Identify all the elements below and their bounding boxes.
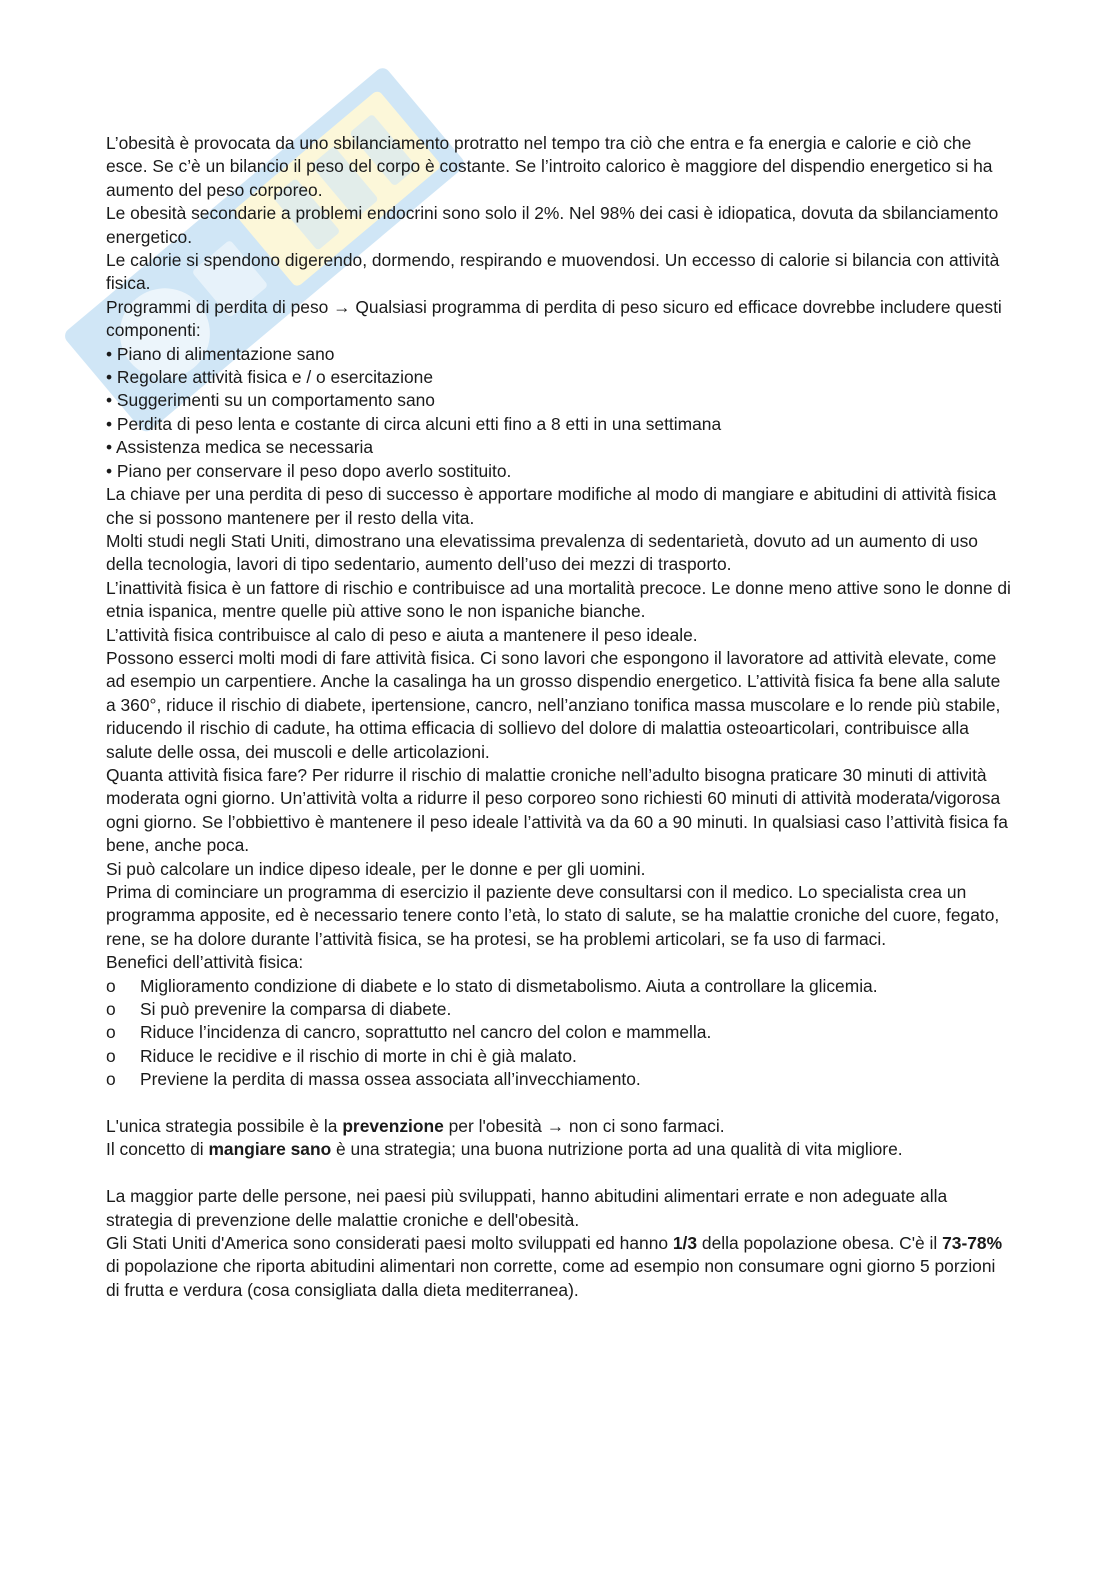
paragraph-how-much-activity: Quanta attività fisica fare? Per ridurre il rischio di malattie croniche nell’adulto bisogna praticare 30 minuti di attività moderata ogni giorno. Un’attività volta a ridurre il peso corporeo sono richiesti 60 minuti di attività moderata/vigorosa ogni giorno. Se l’obbiettivo è mantenere il peso ideale l’attività va da 60 a 90 minuti. In qualsiasi caso l’attività fisica fa bene, anche poca. — [106, 764, 1008, 856]
text-run: della popolazione obesa. C'è il — [697, 1233, 943, 1254]
text-run: Il concetto di — [106, 1139, 209, 1160]
paragraph-activity-weight: L’attività fisica contribuisce al calo di peso e aiuta a mantenere il peso ideale. — [106, 624, 698, 645]
spacer — [106, 1092, 1011, 1115]
bold-prevention: prevenzione — [342, 1116, 444, 1137]
paragraph-activity-modes: Possono esserci molti modi di fare attività fisica. Ci sono lavori che espongono il lavoratore ad attività elevate, come ad esempio un carpentiere. Anche la casalinga ha un grosso dispendio energetico. L’attività fisica fa bene alla salute a 360°, riduce il rischio di diabete, ipertensione, cancro, nell’anziano tonifica massa muscolare e lo rende più stabile, riducendo il rischio di cadute, ha ottima efficacia di sollievo del dolore di malattia osteoarticolari, contribuisce alla salute delle ossa, dei muscoli e delle articolazioni. — [106, 647, 1001, 762]
bold-healthy-eating: mangiare sano — [208, 1139, 332, 1160]
list-item: • Suggerimenti su un comportamento sano — [106, 390, 435, 411]
program-components-list — [106, 343, 1011, 483]
paragraph-secondary-obesity: Le obesità secondarie a problemi endocrini sono solo il 2%. Nel 98% dei casi è idiopatica, dovuta da sbilanciamento energetico. — [106, 203, 999, 247]
bold-percentage: 73-78% — [942, 1233, 1003, 1254]
list-item: • Assistenza medica se necessaria — [106, 437, 374, 458]
paragraph-us-obesity-stats — [106, 1232, 1011, 1302]
list-item: o Miglioramento condizione di diabete e lo stato di dismetabolismo. Aiuta a controllare la glicemia. — [106, 975, 1011, 998]
paragraph-healthy-eating — [106, 1138, 1011, 1161]
document-body — [106, 132, 1011, 1302]
paragraph-benefits-heading: Benefici dell’attività fisica: — [106, 952, 304, 973]
paragraph-calories: Le calorie si spendono digerendo, dormendo, respirando e muovendosi. Un eccesso di calorie si bilancia con attività fisica. — [106, 250, 1000, 294]
list-item: o Riduce le recidive e il rischio di morte in chi è già malato. — [106, 1045, 1011, 1068]
list-item: • Piano di alimentazione sano — [106, 343, 335, 364]
bold-one-third: 1/3 — [672, 1233, 698, 1254]
list-item: o Riduce l’incidenza di cancro, soprattutto nel cancro del colon e mammella. — [106, 1021, 1011, 1044]
text-run: per l'obesità → non ci sono farmaci. — [443, 1116, 725, 1137]
paragraph-consult-doctor: Prima di cominciare un programma di esercizio il paziente deve consultarsi con il medico. Lo specialista crea un programma apposite, ed è necessario tenere conto l’età, lo stato di salute, se ha malattie croniche del cuore, fegato, rene, se ha dolore durante l’attività fisica, se ha protesi, se ha problemi articolari, se fa uso di farmaci. — [106, 882, 1000, 949]
list-item: • Piano per conservare il peso dopo averlo sostituito. — [106, 460, 512, 481]
paragraph-inactivity: L’inattività fisica è un fattore di rischio e contribuisce ad una mortalità precoce. Le donne meno attive sono le donne di etnia ispanica, mentre quelle più attive sono le non ispaniche bianche. — [106, 577, 1011, 622]
list-item: o Si può prevenire la comparsa di diabete. — [106, 998, 1011, 1021]
paragraph-key-success: La chiave per una perdita di peso di successo è apportare modifiche al modo di mangiare e abitudini di attività fisica che si possono mantenere per il resto della vita. — [106, 484, 997, 528]
benefits-list — [106, 975, 1011, 1092]
text-run: di popolazione che riporta abitudini alimentari non corrette, come ad esempio non consumare ogni giorno 5 porzioni di frutta e verdura (cosa consigliata dalla dieta mediterranea). — [106, 1256, 996, 1300]
paragraph-weight-loss-programs: Programmi di perdita di peso → Qualsiasi programma di perdita di peso sicuro ed efficace dovrebbe includere questi componenti: — [106, 296, 1002, 341]
paragraph-bad-habits: La maggior parte delle persone, nei paesi più sviluppati, hanno abitudini alimentari errate e non adeguate alla strategia di prevenzione delle malattie croniche e dell'obesità. — [106, 1186, 948, 1230]
list-item: • Perdita di peso lenta e costante di circa alcuni etti fino a 8 etti in una settimana — [106, 413, 722, 434]
list-item: • Regolare attività fisica e / o esercitazione — [106, 367, 434, 388]
paragraph-ideal-weight-index: Si può calcolare un indice dipeso ideale, per le donne e per gli uomini. — [106, 858, 646, 879]
paragraph-us-studies: Molti studi negli Stati Uniti, dimostrano una elevatissima prevalenza di sedentarietà, dovuto ad un aumento di uso della tecnologia, lavori di tipo sedentario, aumento dell’uso dei mezzi di trasporto. — [106, 530, 978, 575]
spacer — [106, 1162, 1011, 1185]
text-run: L'unica strategia possibile è la — [106, 1116, 343, 1137]
list-item: o Previene la perdita di massa ossea associata all’invecchiamento. — [106, 1068, 1011, 1091]
paragraph-prevention — [106, 1115, 1011, 1138]
text-run: è una strategia; una buona nutrizione porta ad una qualità di vita migliore. — [331, 1139, 903, 1160]
paragraph-obesity-definition: L’obesità è provocata da uno sbilanciamento protratto nel tempo tra ciò che entra e fa energia e calorie e ciò che esce. Se c’è un bilancio il peso del corpo è costante. Se l’introito calorico è maggiore del dispendio energetico si ha aumento del peso corporeo. — [106, 133, 993, 200]
text-run: Gli Stati Uniti d'America sono considerati paesi molto sviluppati ed hanno — [106, 1233, 673, 1254]
